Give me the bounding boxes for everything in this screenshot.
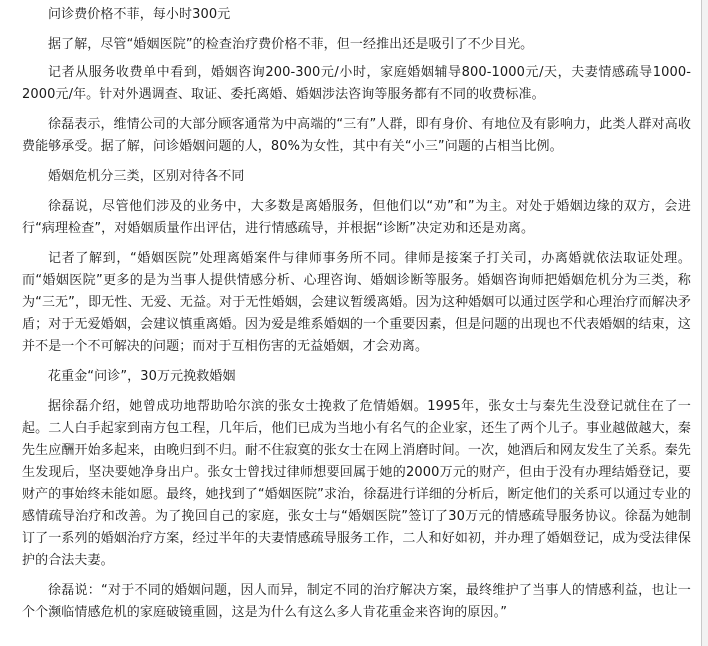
paragraph-case-story: 据徐磊介绍，她曾成功地帮助哈尔滨的张女士挽救了危情婚姻。1995年，张女士与秦先生没登记就住在了一起。二人白手起家到南方包工程，几年后，他们已成为当地小有名气的企业家，还生了两个儿子。事业越做越大，秦先生应酬开始多起来，由晚归到不归。耐不住寂寞的张女士在网上消磨时间。一次，她酒后和网友发生了关系。秦先生发现后，坚决要她净身出户。张女士曾找过律师想要回属于她的2000万元的财产，但由于没有办理结婚登记，要财产的事始终未能如愿。最终，她找到了“婚姻医院”求治，徐磊进行详细的分析后，断定他们的关系可以通过专业的感情疏导治疗和改善。为了挽回自己的家庭，张女士与“婚姻医院”签订了30万元的情感疏导服务协议。徐磊为她制订了一系列的婚姻治疗方案，经过半年的夫妻情感疏导服务工作，二人和好如初，并办理了婚姻登记，成为受法律保护的合法夫妻。 [22, 399, 691, 568]
page-edge [702, 0, 708, 646]
section-heading-price: 问诊费价格不菲，每小时300元 [48, 7, 231, 22]
paragraph-three-types: 记者了解到，“婚姻医院”处理离婚案件与律师事务所不同。律师是接案子打关司，办离婚就依法取证处理。而“婚姻医院”更多的是为当事人提供情感分析、心理咨询、婚姻诊断等服务。婚姻咨询师把婚姻危机分为三类，称为“三无”，即无性、无爱、无益。对于无性婚姻，会建议暂缓离婚。因为这种婚姻可以通过医学和心理治疗而解决矛盾；对于无爱婚姻，会建议慎重离婚。因为爱是维系婚姻的一个重要因素，但是问题的出现也不代表婚姻的结束，这并不是一个不可解决的问题；而对于互相伤害的无益婚姻，才会劝离。 [22, 251, 691, 354]
section-heading-case: 花重金“问诊”，30万元挽救婚姻 [48, 369, 236, 384]
paragraph-services: 徐磊说，尽管他们涉及的业务中，大多数是离婚服务，但他们以“劝”和”为主。对处于婚姻边缘的双方，会进行“病理检查”，对婚姻质量作出评估，进行情感疏导，并根据“诊断”决定劝和还是劝离。 [22, 199, 691, 236]
section-heading-crisis: 婚姻危机分三类，区别对待各不同 [48, 169, 245, 184]
paragraph-clients: 徐磊表示，维情公司的大部分顾客通常为中高端的“三有”人群，即有身价、有地位及有影响力，此类人群对高收费能够承受。据了解，问诊婚姻问题的人，80%为女性，其中有关“小三”问题的占相当比例。 [22, 117, 691, 154]
paragraph-fees: 记者从服务收费单中看到，婚姻咨询200-300元/小时，家庭婚姻辅导800-1000元/天，夫妻情感疏导1000-2000元/年。针对外遇调查、取证、委托离婚、婚姻涉法咨询等服务都有不同的收费标准。 [22, 65, 691, 102]
paragraph-intro: 据了解，尽管“婚姻医院”的检查治疗费价格不菲，但一经推出还是吸引了不少目光。 [48, 37, 534, 52]
paragraph-conclusion: 徐磊说：“对于不同的婚姻问题，因人而异，制定不同的治疗解决方案，最终维护了当事人的情感利益，也让一个个濒临情感危机的家庭破镜重圆，这是为什么有这么多人肯花重金来咨询的原因。” [22, 583, 691, 620]
